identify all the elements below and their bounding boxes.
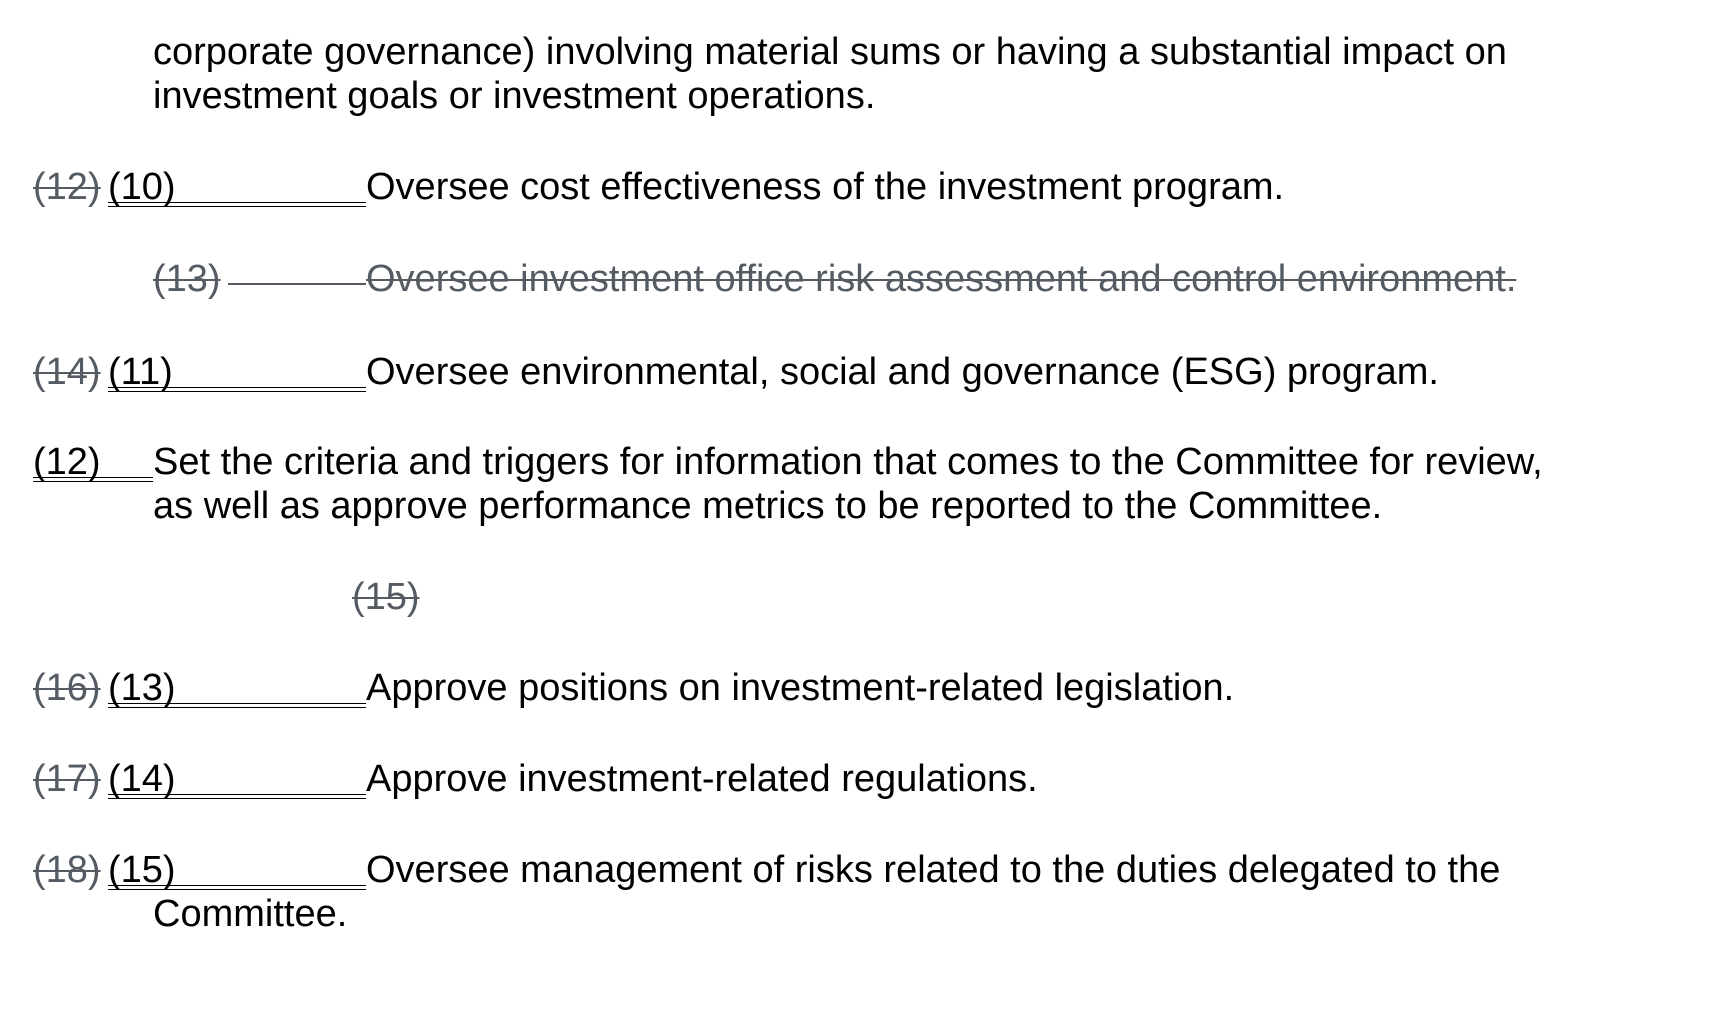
item-text: Approve positions on investment-related legislation. (366, 667, 1235, 709)
item-text: Oversee investment office risk assessment and control environment. (366, 258, 1517, 300)
intro-line-2: investment goals or investment operations. (153, 75, 876, 117)
old-item-number: (15) (352, 576, 420, 618)
intro-line-1: corporate governance) involving material sums or having a substantial impact on (153, 31, 1507, 73)
item-text-line-1: Set the criteria and triggers for information that comes to the Committee for review, (153, 441, 1543, 483)
old-item-number: (14) (33, 351, 101, 393)
inserted-tab-underline (108, 703, 366, 708)
new-item-number: (12) (33, 441, 101, 483)
old-item-number: (18) (33, 849, 101, 891)
old-item-number: (16) (33, 667, 101, 709)
old-item-number: (17) (33, 758, 101, 800)
new-item-number: (11) (108, 351, 173, 393)
item-text-line-2: as well as approve performance metrics to be reported to the Committee. (153, 485, 1383, 527)
item-text-line-1: Oversee management of risks related to the duties delegated to the (366, 849, 1501, 891)
item-text: Oversee environmental, social and governance (ESG) program. (366, 351, 1439, 393)
item-text-line-2: Committee. (153, 893, 348, 935)
old-item-number: (13) (153, 258, 221, 300)
old-item-number: (12) (33, 166, 101, 208)
deleted-tab-strike (228, 283, 366, 285)
new-item-number: (15) (108, 849, 176, 891)
new-item-number: (14) (108, 758, 176, 800)
new-item-number: (10) (108, 166, 176, 208)
item-text: Oversee cost effectiveness of the investment program. (366, 166, 1285, 208)
inserted-tab-underline (108, 202, 366, 207)
item-text: Approve investment-related regulations. (366, 758, 1038, 800)
new-item-number: (13) (108, 667, 176, 709)
inserted-tab-underline (108, 387, 366, 392)
inserted-tab-underline (108, 794, 366, 799)
inserted-tab-underline (33, 477, 153, 482)
